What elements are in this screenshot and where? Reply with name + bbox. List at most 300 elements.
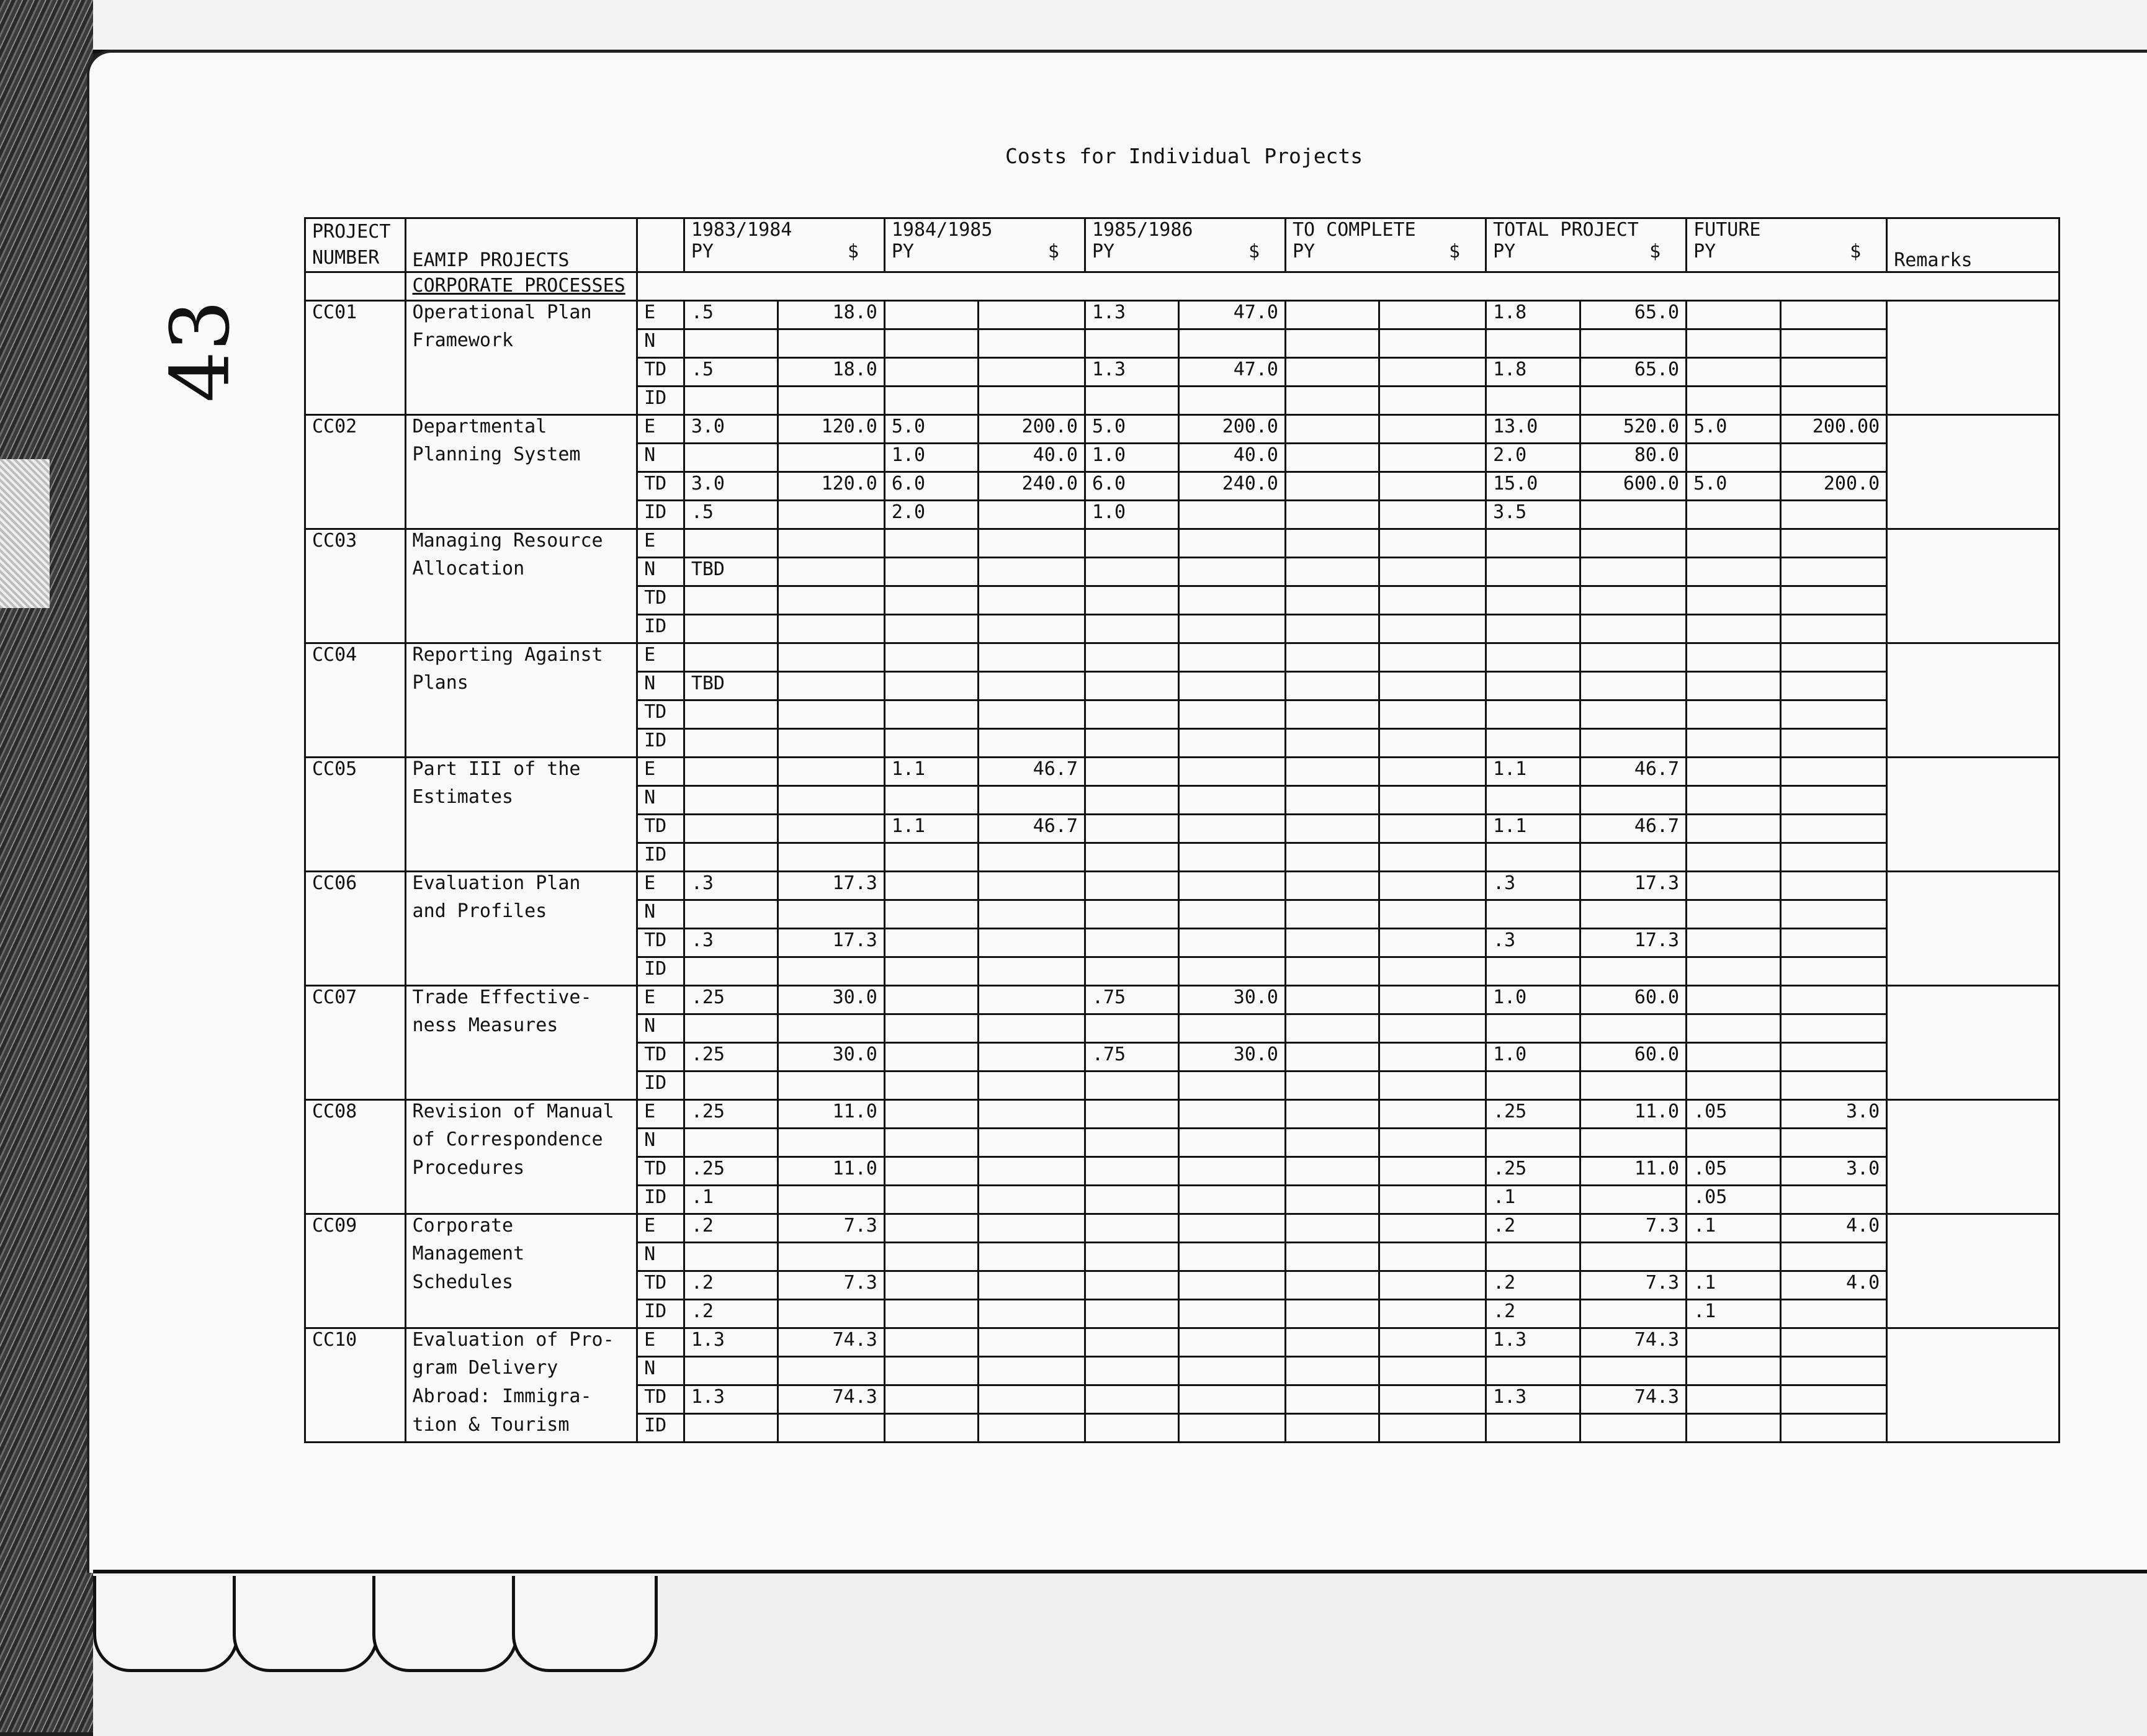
dollar-value-cell [1780, 586, 1887, 615]
py-value-cell [1486, 387, 1580, 415]
table-row [305, 843, 2060, 872]
py-value-cell: 13.0 [1486, 415, 1580, 444]
dollar-value-cell [1780, 900, 1887, 929]
dollar-value-cell [1379, 1328, 1486, 1357]
dollar-value-cell: 4.0 [1780, 1271, 1887, 1300]
py-value-cell [884, 843, 978, 872]
dollar-value-cell: 74.3 [1580, 1385, 1687, 1414]
remarks-cell [1887, 615, 2060, 643]
remarks-cell [1887, 1129, 2060, 1157]
line-type-cell: ID [637, 501, 684, 529]
line-type-cell: N [637, 1243, 684, 1271]
remarks-cell [1887, 1243, 2060, 1271]
table-row [305, 558, 2060, 586]
project-name-cell [405, 1043, 637, 1072]
dollar-value-cell [979, 786, 1085, 815]
table-row [305, 872, 2060, 900]
dollar-value-cell [979, 1243, 1085, 1271]
py-value-cell [1486, 329, 1580, 358]
project-name-cell: of Correspondence [405, 1129, 637, 1157]
py-value-cell [1085, 1271, 1178, 1300]
project-name-cell [405, 1300, 637, 1328]
line-type-cell: N [637, 558, 684, 586]
py-value-cell [1286, 1157, 1379, 1186]
dollar-value-cell: 74.3 [778, 1328, 885, 1357]
dollar-value-cell [778, 1186, 885, 1214]
py-value-cell [1085, 872, 1178, 900]
dollar-value-cell: 74.3 [1580, 1328, 1687, 1357]
dollar-value-cell [1379, 1414, 1486, 1443]
dollar-value-cell: 120.0 [778, 472, 885, 501]
dollar-value-cell [1780, 358, 1887, 387]
dollar-value-cell [778, 786, 885, 815]
remarks-cell [1887, 358, 2060, 387]
project-number-cell [305, 558, 406, 586]
py-value-cell: 1.0 [1085, 444, 1178, 472]
py-value-cell [884, 586, 978, 615]
project-name-cell: Plans [405, 672, 637, 700]
dollar-value-cell [1379, 929, 1486, 957]
line-type-cell: N [637, 672, 684, 700]
py-value-cell [1486, 1357, 1580, 1385]
project-number-cell [305, 957, 406, 986]
line-type-cell: ID [637, 729, 684, 758]
dollar-value-cell: 47.0 [1179, 358, 1286, 387]
dollar-value-cell [778, 729, 885, 758]
py-value-cell: 1.1 [1486, 758, 1580, 786]
dollar-value-cell [1179, 1186, 1286, 1214]
dollar-value-cell [778, 700, 885, 729]
py-value-cell [1286, 387, 1379, 415]
dollar-value-cell [1780, 872, 1887, 900]
table-row [305, 815, 2060, 843]
py-value-cell [1286, 1328, 1379, 1357]
dollar-value-cell [1179, 786, 1286, 815]
dollar-value-cell [979, 1328, 1085, 1357]
project-name-cell: Estimates [405, 786, 637, 815]
py-value-cell: 1.3 [684, 1385, 778, 1414]
dollar-value-cell: 11.0 [1580, 1157, 1687, 1186]
dollar-value-cell [1379, 758, 1486, 786]
table-row [305, 444, 2060, 472]
py-value-cell: 1.1 [884, 758, 978, 786]
py-value-cell: 1.3 [1085, 301, 1178, 329]
py-value-cell [1486, 1129, 1580, 1157]
project-number-cell [305, 672, 406, 700]
dollar-value-cell [1179, 1243, 1286, 1271]
py-value-cell [1687, 387, 1780, 415]
dollar-value-cell [1379, 1243, 1486, 1271]
py-value-cell [1687, 986, 1780, 1014]
py-value-cell [1687, 1243, 1780, 1271]
py-value-cell [1286, 329, 1379, 358]
dollar-value-cell [1580, 643, 1687, 672]
py-value-cell [1687, 615, 1780, 643]
dollar-value-cell: 11.0 [1580, 1100, 1687, 1129]
dollar-value-cell [979, 1271, 1085, 1300]
py-value-cell [1687, 1072, 1780, 1100]
header-period: 1985/1986 PY $ [1085, 218, 1285, 272]
dollar-value-cell [1379, 1357, 1486, 1385]
dollar-value-cell [1179, 615, 1286, 643]
remarks-cell [1887, 843, 2060, 872]
py-value-cell: .2 [1486, 1271, 1580, 1300]
py-value-cell [1286, 1214, 1379, 1243]
table-row [305, 586, 2060, 615]
project-number-cell: CC05 [305, 758, 406, 786]
header-period: TO COMPLETE PY $ [1286, 218, 1486, 272]
dollar-value-cell [1580, 1243, 1687, 1271]
remarks-cell [1887, 558, 2060, 586]
table-row [305, 1214, 2060, 1243]
project-number-cell [305, 387, 406, 415]
table-row [305, 1300, 2060, 1328]
divider-tab [372, 1576, 518, 1672]
remarks-cell [1887, 501, 2060, 529]
dollar-value-cell: 80.0 [1580, 444, 1687, 472]
table-row [305, 529, 2060, 558]
py-value-cell [684, 786, 778, 815]
remarks-cell [1887, 957, 2060, 986]
project-name-cell [405, 815, 637, 843]
py-value-cell: 1.0 [1085, 501, 1178, 529]
dollar-value-cell [1179, 1100, 1286, 1129]
dollar-value-cell [778, 643, 885, 672]
project-name-cell: Trade Effective- [405, 986, 637, 1014]
project-number-cell: CC08 [305, 1100, 406, 1129]
dollar-value-cell [1580, 1014, 1687, 1043]
dollar-value-cell [1379, 643, 1486, 672]
header-eamip-projects: EAMIP PROJECTS [405, 218, 637, 272]
line-type-cell: TD [637, 472, 684, 501]
dollar-value-cell [1379, 329, 1486, 358]
project-number-cell [305, 501, 406, 529]
dollar-value-cell [979, 1300, 1085, 1328]
py-value-cell [1687, 558, 1780, 586]
py-value-cell [1085, 387, 1178, 415]
remarks-cell [1887, 1357, 2060, 1385]
remarks-cell [1887, 1300, 2060, 1328]
py-value-cell: 3.0 [684, 415, 778, 444]
py-value-cell [1687, 1357, 1780, 1385]
dollar-value-cell [778, 615, 885, 643]
dollar-value-cell [1179, 1014, 1286, 1043]
dollar-value-cell [1580, 1414, 1687, 1443]
py-value-cell [1687, 900, 1780, 929]
project-name-cell: Schedules [405, 1271, 637, 1300]
project-name-cell: gram Delivery [405, 1357, 637, 1385]
project-name-cell: tion & Tourism [405, 1414, 637, 1443]
project-name-cell [405, 501, 637, 529]
py-value-cell: 5.0 [884, 415, 978, 444]
py-value-cell: .25 [684, 1157, 778, 1186]
py-value-cell [1687, 1385, 1780, 1414]
dollar-value-cell [1780, 986, 1887, 1014]
line-type-cell: E [637, 758, 684, 786]
project-number-cell [305, 1043, 406, 1072]
dollar-value-cell [778, 1129, 885, 1157]
remarks-cell [1887, 815, 2060, 843]
project-name-cell: Allocation [405, 558, 637, 586]
py-value-cell: .05 [1687, 1186, 1780, 1214]
dollar-value-cell: 65.0 [1580, 358, 1687, 387]
dollar-value-cell: 200.0 [1780, 472, 1887, 501]
py-value-cell [1085, 1129, 1178, 1157]
table-row [305, 1100, 2060, 1129]
py-value-cell [884, 1271, 978, 1300]
dollar-value-cell [1780, 529, 1887, 558]
py-value-cell [1286, 1385, 1379, 1414]
py-value-cell [1286, 700, 1379, 729]
line-type-cell: E [637, 301, 684, 329]
py-value-cell: 1.0 [884, 444, 978, 472]
dollar-value-cell [1580, 957, 1687, 986]
line-type-cell: E [637, 415, 684, 444]
remarks-cell [1887, 929, 2060, 957]
handwritten-page-number: 43 [153, 300, 248, 403]
py-value-cell [1486, 586, 1580, 615]
dollar-value-cell [1179, 957, 1286, 986]
dollar-value-cell [1379, 1385, 1486, 1414]
dollar-value-cell [778, 1072, 885, 1100]
py-value-cell [1286, 1271, 1379, 1300]
py-value-cell: .05 [1687, 1100, 1780, 1129]
project-number-cell [305, 1414, 406, 1443]
py-value-cell [1085, 1328, 1178, 1357]
dollar-value-cell [979, 329, 1085, 358]
py-value-cell [884, 1243, 978, 1271]
py-value-cell [1085, 786, 1178, 815]
py-value-cell [1085, 1243, 1178, 1271]
py-value-cell: .25 [684, 986, 778, 1014]
project-number-cell: CC06 [305, 872, 406, 900]
project-number-cell [305, 1271, 406, 1300]
line-type-cell: TD [637, 358, 684, 387]
project-number-cell [305, 472, 406, 501]
dollar-value-cell [1780, 929, 1887, 957]
dollar-value-cell [1379, 529, 1486, 558]
dollar-value-cell [778, 586, 885, 615]
dollar-value-cell [1179, 1328, 1286, 1357]
remarks-cell [1887, 986, 2060, 1014]
table-row [305, 1385, 2060, 1414]
dollar-value-cell [1179, 501, 1286, 529]
project-number-cell [305, 1072, 406, 1100]
dollar-value-cell [1580, 672, 1687, 700]
project-name-cell: Planning System [405, 444, 637, 472]
project-number-cell [305, 1385, 406, 1414]
dollar-value-cell [1780, 558, 1887, 586]
line-type-cell: E [637, 872, 684, 900]
py-value-cell: .3 [1486, 929, 1580, 957]
project-name-cell: Reporting Against [405, 643, 637, 672]
table-row [305, 1186, 2060, 1214]
dollar-value-cell [778, 1414, 885, 1443]
dollar-value-cell [1780, 615, 1887, 643]
project-number-cell: CC04 [305, 643, 406, 672]
dollar-value-cell [1179, 586, 1286, 615]
py-value-cell [1286, 1014, 1379, 1043]
dollar-value-cell [1580, 529, 1687, 558]
dollar-value-cell [1580, 1357, 1687, 1385]
py-value-cell [884, 957, 978, 986]
project-number-cell [305, 1157, 406, 1186]
project-number-cell [305, 586, 406, 615]
dollar-value-cell [979, 872, 1085, 900]
project-name-cell [405, 387, 637, 415]
py-value-cell [884, 1357, 978, 1385]
remarks-cell [1887, 729, 2060, 758]
py-value-cell [1486, 1072, 1580, 1100]
remarks-cell [1887, 1014, 2060, 1043]
dollar-value-cell: 7.3 [778, 1271, 885, 1300]
dollar-value-cell [1780, 1043, 1887, 1072]
py-value-cell [1486, 700, 1580, 729]
dollar-value-cell [1379, 815, 1486, 843]
dollar-value-cell [1179, 1129, 1286, 1157]
py-value-cell [684, 957, 778, 986]
dollar-value-cell [1780, 700, 1887, 729]
py-value-cell [1486, 615, 1580, 643]
py-value-cell [684, 1014, 778, 1043]
py-value-cell [684, 758, 778, 786]
project-name-cell [405, 700, 637, 729]
dollar-value-cell: 520.0 [1580, 415, 1687, 444]
dollar-value-cell: 3.0 [1780, 1157, 1887, 1186]
dollar-value-cell [1379, 301, 1486, 329]
py-value-cell [1286, 758, 1379, 786]
dollar-value-cell [979, 1414, 1085, 1443]
dollar-value-cell [979, 843, 1085, 872]
py-value-cell [884, 1100, 978, 1129]
dollar-value-cell [1780, 329, 1887, 358]
py-value-cell: 1.3 [684, 1328, 778, 1357]
dollar-value-cell [1179, 1072, 1286, 1100]
divider-tab [512, 1576, 658, 1672]
dollar-value-cell: 200.0 [1179, 415, 1286, 444]
dollar-value-cell [1379, 1014, 1486, 1043]
table-row [305, 900, 2060, 929]
dollar-value-cell [979, 1385, 1085, 1414]
dollar-value-cell [1379, 1043, 1486, 1072]
py-value-cell [684, 529, 778, 558]
py-value-cell [1085, 329, 1178, 358]
table-row [305, 1129, 2060, 1157]
table-row [305, 1414, 2060, 1443]
py-value-cell [1486, 672, 1580, 700]
line-type-cell: TD [637, 1043, 684, 1072]
dollar-value-cell [1379, 586, 1486, 615]
py-value-cell [884, 329, 978, 358]
dollar-value-cell [1179, 1157, 1286, 1186]
table-row [305, 1072, 2060, 1100]
dollar-value-cell [1780, 301, 1887, 329]
py-value-cell [1286, 815, 1379, 843]
remarks-cell [1887, 529, 2060, 558]
section-row [305, 272, 2060, 301]
dollar-value-cell [1780, 1414, 1887, 1443]
dollar-value-cell: 240.0 [1179, 472, 1286, 501]
py-value-cell: .2 [684, 1271, 778, 1300]
project-number-cell [305, 786, 406, 815]
dollar-value-cell: 600.0 [1580, 472, 1687, 501]
dollar-value-cell: 200.00 [1780, 415, 1887, 444]
table-row [305, 758, 2060, 786]
project-number-cell: CC07 [305, 986, 406, 1014]
py-value-cell [684, 444, 778, 472]
dollar-value-cell [1179, 1271, 1286, 1300]
project-name-cell [405, 957, 637, 986]
py-value-cell [684, 643, 778, 672]
dollar-value-cell: 60.0 [1580, 1043, 1687, 1072]
py-value-cell [1286, 529, 1379, 558]
table-body [305, 272, 2060, 1443]
py-value-cell [684, 1243, 778, 1271]
project-number-cell: CC03 [305, 529, 406, 558]
dollar-value-cell [1379, 986, 1486, 1014]
py-value-cell [1085, 758, 1178, 786]
py-value-cell [884, 729, 978, 758]
dollar-value-cell [1179, 558, 1286, 586]
dollar-value-cell [1179, 1214, 1286, 1243]
py-value-cell [1085, 929, 1178, 957]
project-name-cell [405, 586, 637, 615]
dollar-value-cell [979, 615, 1085, 643]
py-value-cell [684, 843, 778, 872]
py-value-cell: 1.3 [1486, 1385, 1580, 1414]
dollar-value-cell [778, 1243, 885, 1271]
divider-tab [233, 1576, 379, 1672]
dollar-value-cell: 46.7 [979, 815, 1085, 843]
py-value-cell [1687, 786, 1780, 815]
table-row [305, 929, 2060, 957]
header-row [305, 218, 2060, 272]
remarks-cell [1887, 586, 2060, 615]
py-value-cell [1687, 301, 1780, 329]
line-type-cell: N [637, 1129, 684, 1157]
dollar-value-cell: 7.3 [1580, 1214, 1687, 1243]
costs-table [304, 217, 2060, 1443]
dollar-value-cell [778, 501, 885, 529]
py-value-cell [884, 1328, 978, 1357]
py-value-cell [1486, 843, 1580, 872]
line-type-cell: TD [637, 700, 684, 729]
dollar-value-cell [1379, 415, 1486, 444]
dollar-value-cell: 47.0 [1179, 301, 1286, 329]
py-value-cell [1687, 929, 1780, 957]
dollar-value-cell [1379, 1100, 1486, 1129]
dollar-value-cell [1179, 729, 1286, 758]
py-value-cell [684, 1414, 778, 1443]
dollar-value-cell [1580, 586, 1687, 615]
line-type-cell: ID [637, 1186, 684, 1214]
project-name-cell [405, 1072, 637, 1100]
py-value-cell [1486, 729, 1580, 758]
py-value-cell [884, 700, 978, 729]
py-value-cell [1286, 415, 1379, 444]
dollar-value-cell [1580, 501, 1687, 529]
dollar-value-cell [778, 529, 885, 558]
py-value-cell [1085, 1414, 1178, 1443]
py-value-cell [884, 387, 978, 415]
table-row [305, 615, 2060, 643]
py-value-cell: .25 [684, 1043, 778, 1072]
binder-edge [0, 0, 93, 1732]
py-value-cell [1085, 558, 1178, 586]
py-value-cell: .1 [684, 1186, 778, 1214]
py-value-cell: .3 [1486, 872, 1580, 900]
header-period: 1983/1984 PY $ [684, 218, 884, 272]
